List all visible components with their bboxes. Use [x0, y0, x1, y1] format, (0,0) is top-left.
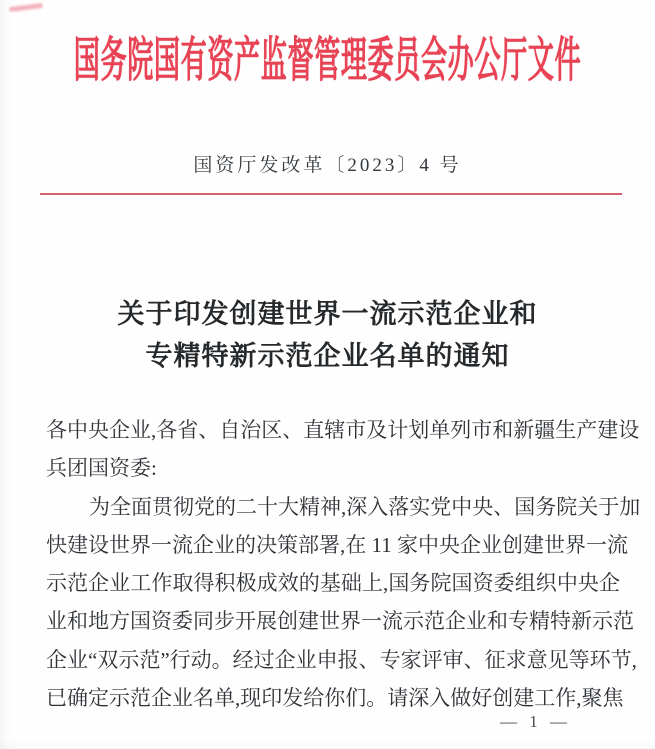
salutation-line: 兵团国资委: [46, 456, 157, 481]
document-reference-number: 国资厅发改革〔2023〕4 号 [193, 155, 462, 176]
paragraph-line: 示范企业工作取得积极成效的基础上,国务院国资委组织中央企 [46, 571, 620, 596]
document-title-line2: 专精特新示范企业名单的通知 [145, 341, 510, 371]
paragraph-line: 已确定示范企业名单,现印发给你们。请深入做好创建工作,聚焦 [46, 686, 624, 711]
issuing-org-title: 国务院国有资产监督管理委员会办公厅文件 [73, 33, 582, 87]
paragraph-line: 业和地方国资委同步开展创建世界一流示范企业和专精特新示范 [46, 609, 634, 634]
salutation-line: 各中央企业,各省、自治区、直辖市及计划单列市和新疆生产建设 [46, 418, 640, 442]
scan-artifact-mark [9, 3, 43, 12]
document-title-line1: 关于印发创建世界一流示范企业和 [117, 299, 538, 329]
document-title [0, 293, 655, 377]
page-number: — 1 — [500, 712, 571, 731]
paragraph-line: 为全面贯彻党的二十大精神,深入落实党中央、国务院关于加 [89, 494, 641, 519]
document-body [46, 411, 641, 717]
paragraph-line: 企业“双示范”行动。经过企业申报、专家评审、征求意见等环节, [46, 647, 637, 672]
red-divider-rule [40, 193, 622, 195]
document-banner [0, 22, 655, 88]
paragraph-line: 快建设世界一流企业的决策部署,在 11 家中央企业创建世界一流 [46, 532, 628, 557]
